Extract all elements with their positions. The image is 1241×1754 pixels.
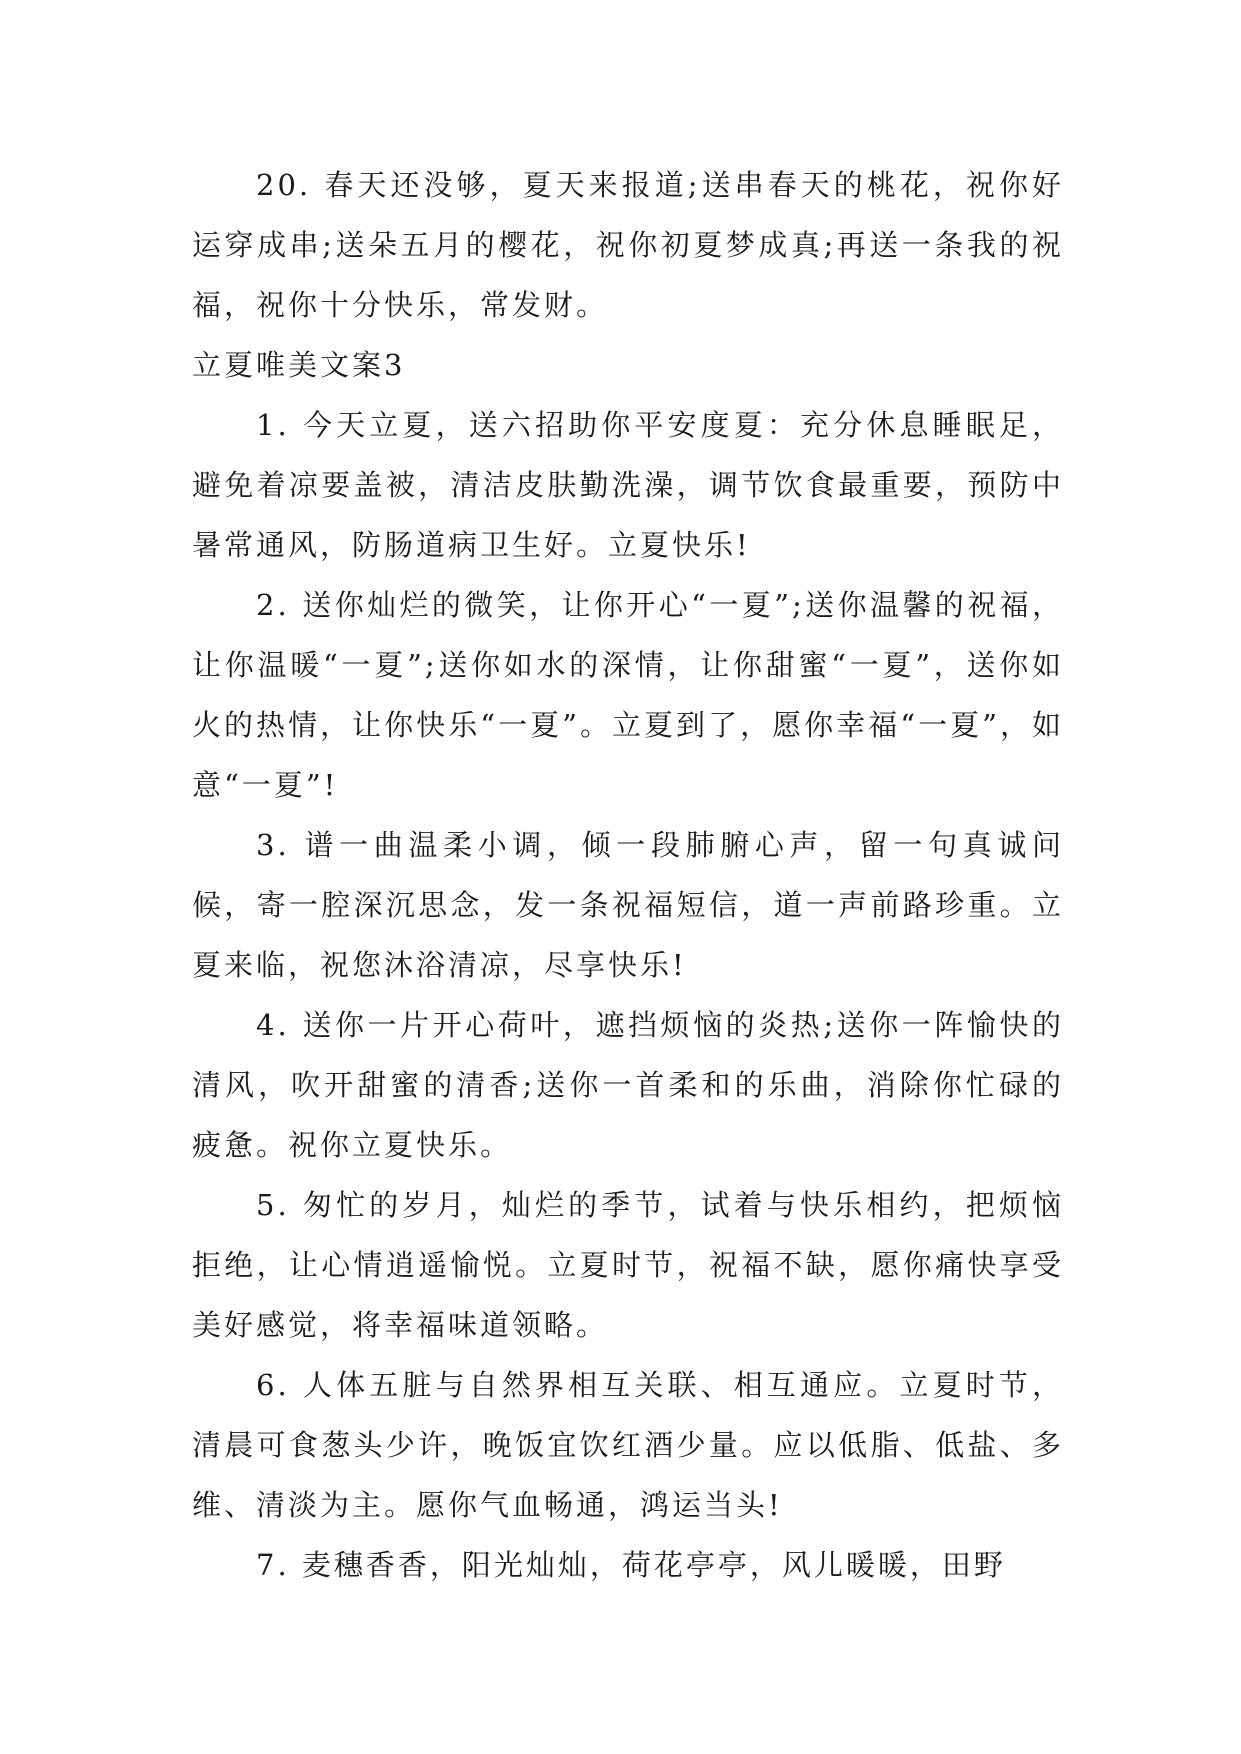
section-title: 立夏唯美文案3 (192, 348, 406, 382)
paragraph-20: 20. 春天还没够，夏天来报道;送串春天的桃花，祝你好运穿成串;送朵五月的樱花，祝你初夏梦成真;再送一条我的祝福，祝你十分快乐，常发财。 (192, 168, 1064, 322)
paragraph-6: 6. 人体五脏与自然界相互关联、相互通应。立夏时节，清晨可食葱头少许，晚饭宜饮红酒少量。应以低脂、低盐、多维、清淡为主。愿你气血畅通，鸿运当头! (192, 1368, 1064, 1522)
paragraph-2: 2. 送你灿烂的微笑，让你开心“一夏”;送你温馨的祝福，让你温暖“一夏”;送你如水的深情，让你甜蜜“一夏”，送你如火的热情，让你快乐“一夏”。立夏到了，愿你幸福“一夏”，如意“一夏”! (192, 588, 1064, 802)
paragraph-3: 3. 谱一曲温柔小调，倾一段肺腑心声，留一句真诚问候，寄一腔深沉思念，发一条祝福短信，道一声前路珍重。立夏来临，祝您沐浴清凉，尽享快乐! (192, 828, 1064, 982)
paragraph-5: 5. 匆忙的岁月，灿烂的季节，试着与快乐相约，把烦恼拒绝，让心情逍遥愉悦。立夏时节，祝福不缺，愿你痛快享受美好感觉，将幸福味道领略。 (192, 1188, 1064, 1342)
paragraph-1: 1. 今天立夏，送六招助你平安度夏：充分休息睡眠足，避免着凉要盖被，清洁皮肤勤洗澡，调节饮食最重要，预防中暑常通风，防肠道病卫生好。立夏快乐! (192, 408, 1064, 562)
paragraph-7: 7. 麦穗香香，阳光灿灿，荷花亭亭，风儿暖暖，田野 (256, 1548, 1006, 1582)
paragraph-4: 4. 送你一片开心荷叶，遮挡烦恼的炎热;送你一阵愉快的清风，吹开甜蜜的清香;送你一首柔和的乐曲，消除你忙碌的疲惫。祝你立夏快乐。 (192, 1008, 1064, 1162)
document-body (192, 155, 1064, 1595)
